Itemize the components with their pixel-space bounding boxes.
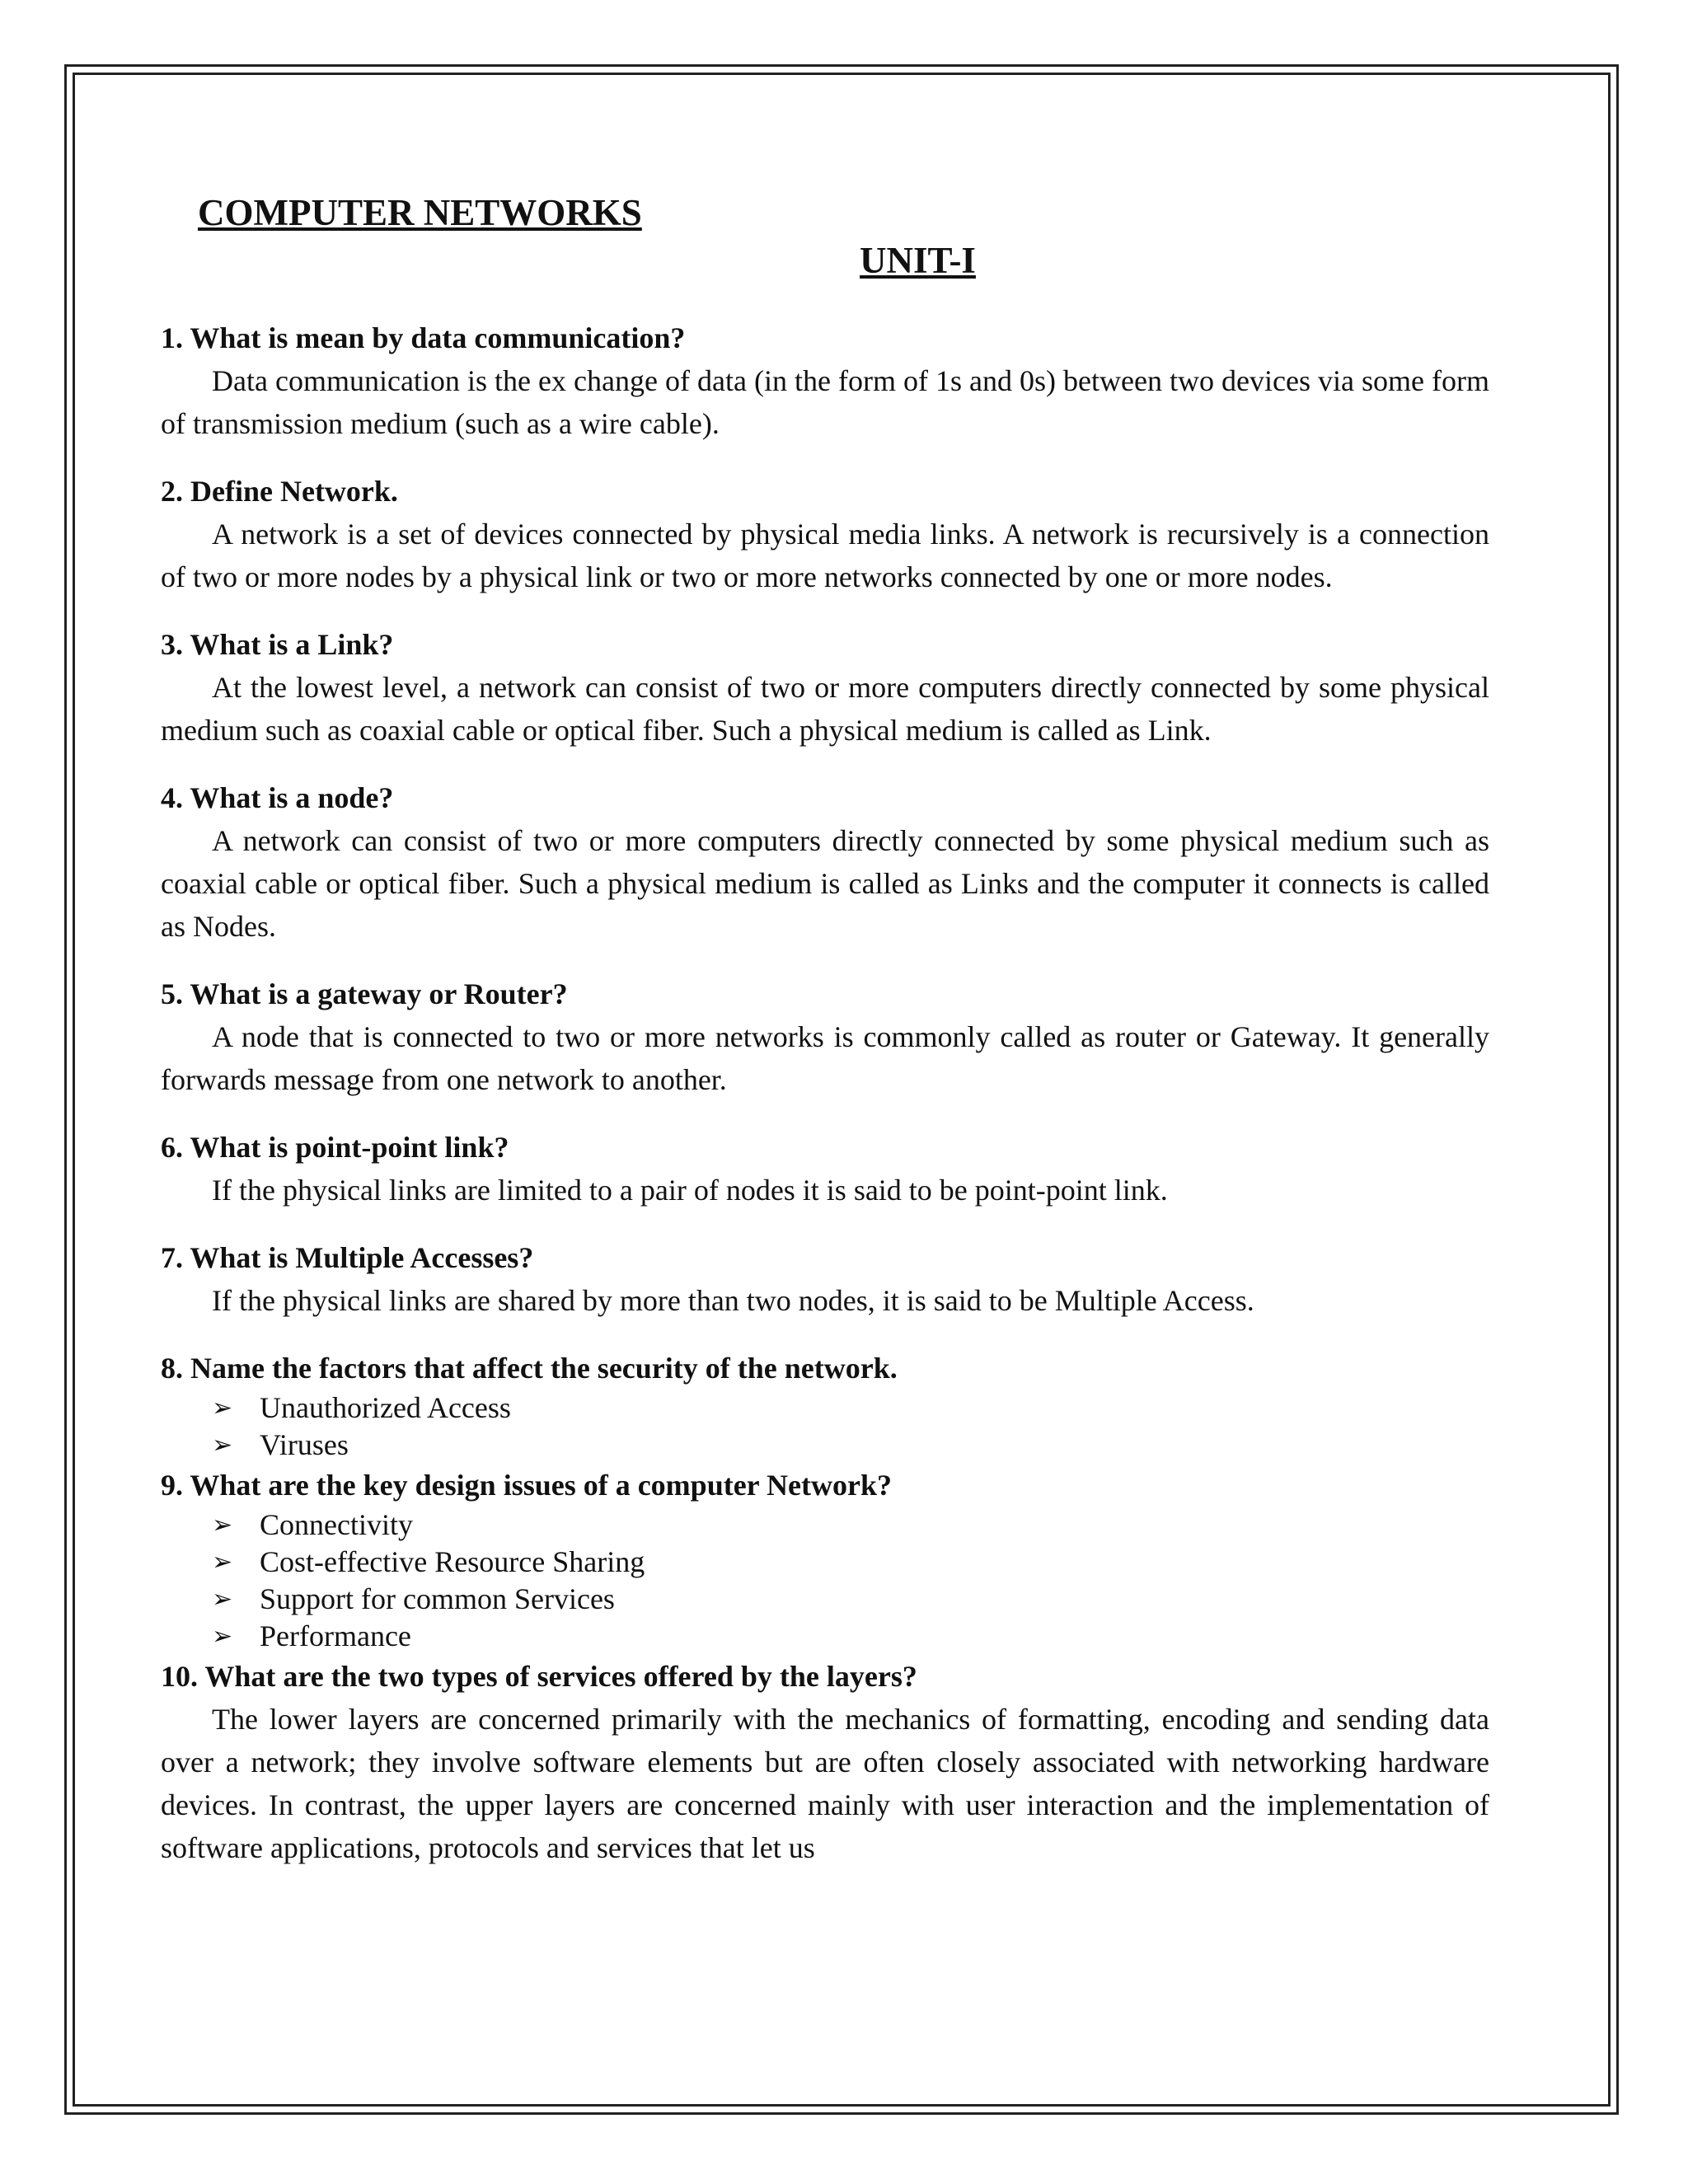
- question-heading: 10. What are the two types of services offered by the layers?: [161, 1660, 917, 1693]
- list-item-text: Cost-effective Resource Sharing: [260, 1545, 645, 1578]
- list-item: [212, 1390, 1489, 1427]
- answer-text: A node that is connected to two or more networks is commonly called as router or Gateway. It generally forwards message from one network to another.: [161, 1020, 1489, 1096]
- question-heading: 4. What is a node?: [161, 781, 394, 814]
- document-title: COMPUTER NETWORKS: [198, 192, 642, 233]
- qa-block: [161, 316, 1489, 445]
- list-item-text: Performance: [260, 1619, 411, 1652]
- list-item-text: Connectivity: [260, 1508, 413, 1541]
- arrowhead-bullet-icon: ➢: [212, 1511, 233, 1540]
- bullet-list: [161, 1507, 1489, 1655]
- question-heading: 7. What is Multiple Accesses?: [161, 1241, 534, 1274]
- qa-block: [161, 972, 1489, 1101]
- answer-text: A network is a set of devices connected by physical media links. A network is recursively is a connection of two or more nodes by a physical link or two or more networks connected by one or more nodes.: [161, 518, 1489, 593]
- answer-text: At the lowest level, a network can consist of two or more computers directly connected by some physical medium such as coaxial cable or optical fiber. Such a physical medium is called as Link.: [161, 671, 1489, 747]
- arrowhead-bullet-icon: ➢: [212, 1548, 233, 1577]
- arrowhead-bullet-icon: ➢: [212, 1585, 233, 1614]
- qa-block: [161, 623, 1489, 752]
- qa-block: [161, 1347, 1489, 1464]
- unit-heading: UNIT-I: [860, 240, 976, 281]
- document-body: [161, 190, 1489, 1869]
- qa-block: [161, 1464, 1489, 1655]
- list-item: [212, 1618, 1489, 1655]
- answer-text: The lower layers are concerned primarily with the mechanics of formatting, encoding and sending data over a network; they involve software elements but are often closely associated with networking hardware devices. In contrast, the upper layers are concerned mainly with user interaction and the implementation of software applications, protocols and services that let us: [161, 1703, 1489, 1864]
- qa-block: [161, 776, 1489, 948]
- answer-text: A network can consist of two or more computers directly connected by some physical medium such as coaxial cable or optical fiber. Such a physical medium is called as Links and the computer it connects is called as Nodes.: [161, 824, 1489, 943]
- qa-block: [161, 1236, 1489, 1322]
- question-heading: 3. What is a Link?: [161, 628, 394, 661]
- list-item-text: Viruses: [260, 1428, 349, 1461]
- list-item: [212, 1427, 1489, 1464]
- answer-text: Data communication is the ex change of data (in the form of 1s and 0s) between two devices via some form of transmission medium (such as a wire cable).: [161, 364, 1489, 440]
- question-heading: 5. What is a gateway or Router?: [161, 977, 568, 1010]
- qa-block: [161, 1126, 1489, 1212]
- bullet-list: [161, 1390, 1489, 1464]
- qa-block: [161, 1655, 1489, 1869]
- list-item-text: Unauthorized Access: [260, 1391, 511, 1424]
- arrowhead-bullet-icon: ➢: [212, 1622, 233, 1651]
- question-heading: 8. Name the factors that affect the security of the network.: [161, 1352, 898, 1385]
- question-heading: 6. What is point-point link?: [161, 1131, 509, 1164]
- answer-text: If the physical links are shared by more than two nodes, it is said to be Multiple Access.: [212, 1284, 1254, 1317]
- qa-block: [161, 470, 1489, 598]
- arrowhead-bullet-icon: ➢: [212, 1394, 233, 1422]
- list-item-text: Support for common Services: [260, 1582, 615, 1615]
- arrowhead-bullet-icon: ➢: [212, 1431, 233, 1460]
- question-heading: 2. Define Network.: [161, 475, 398, 508]
- list-item: [212, 1544, 1489, 1581]
- list-item: [212, 1581, 1489, 1618]
- question-heading: 1. What is mean by data communication?: [161, 321, 686, 354]
- list-item: [212, 1507, 1489, 1544]
- answer-text: If the physical links are limited to a pair of nodes it is said to be point-point link.: [212, 1174, 1168, 1207]
- question-heading: 9. What are the key design issues of a computer Network?: [161, 1469, 892, 1502]
